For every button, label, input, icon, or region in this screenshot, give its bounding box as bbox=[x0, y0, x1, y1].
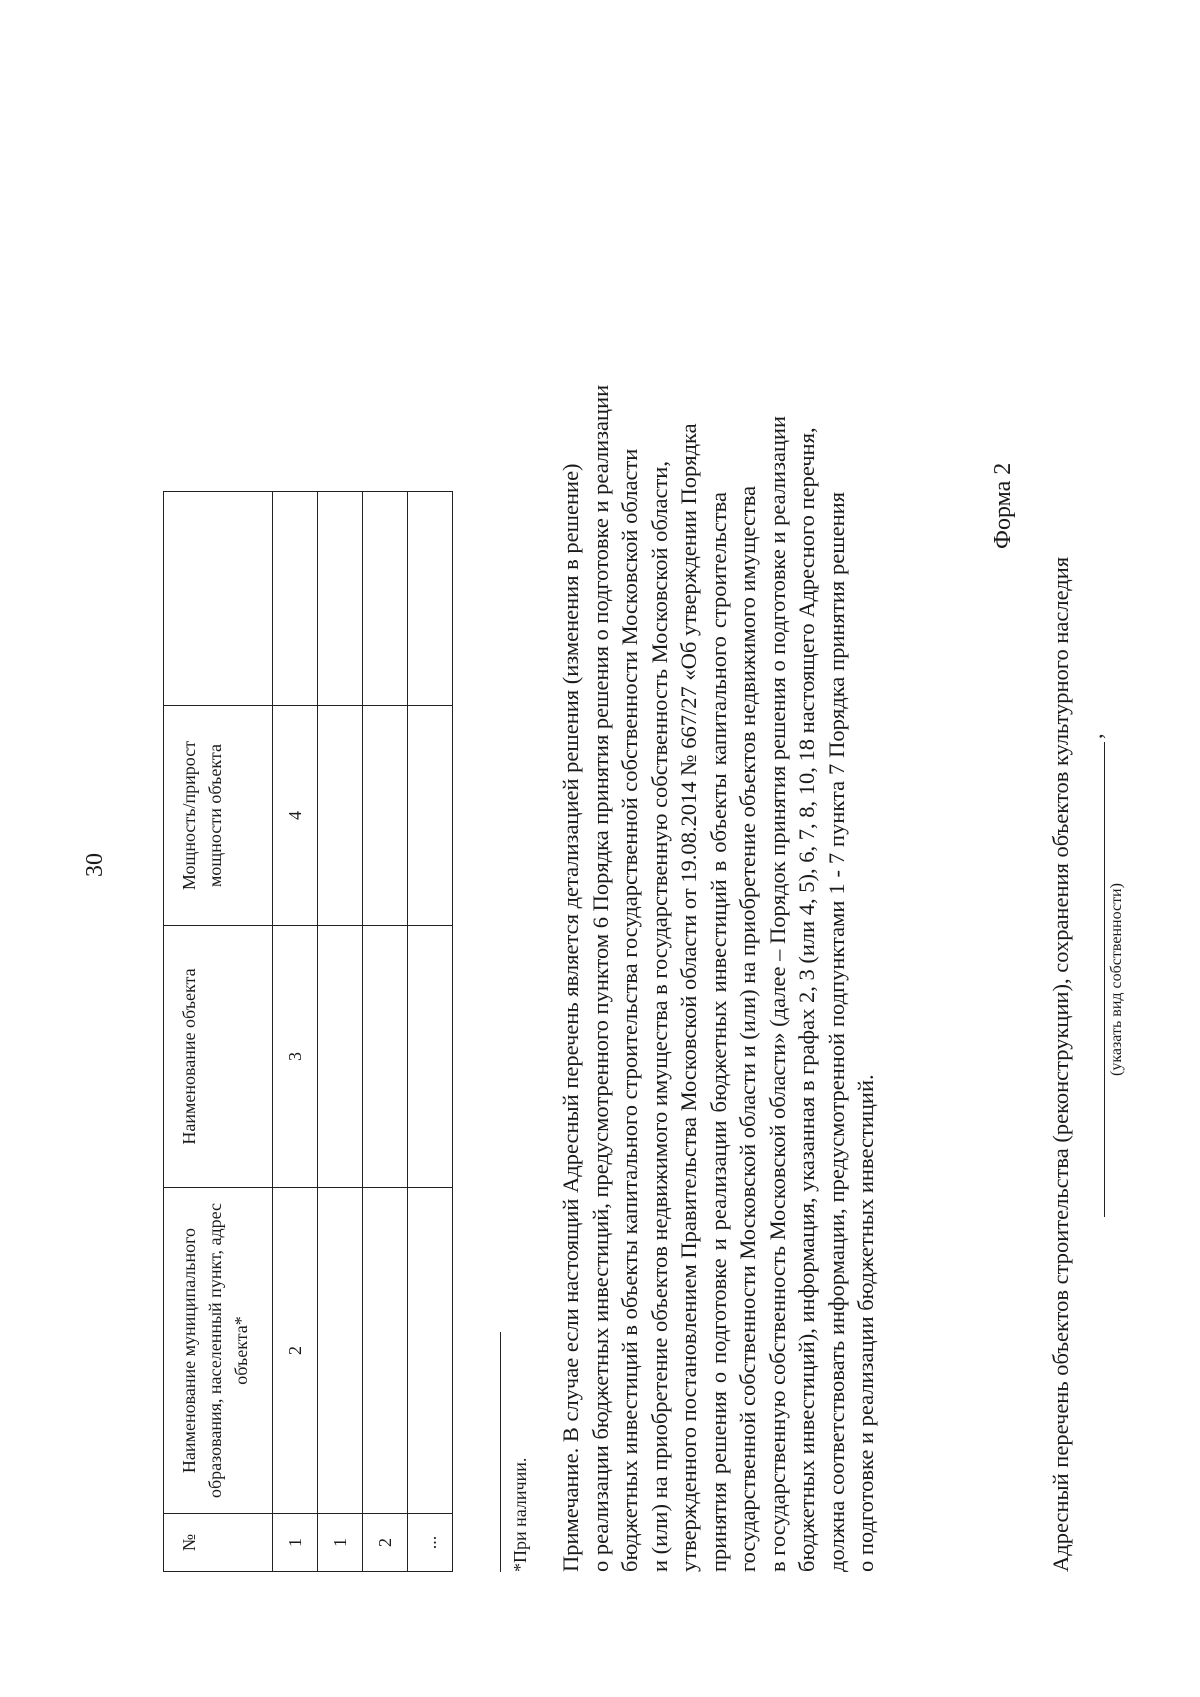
table-header-row bbox=[164, 492, 273, 1572]
table-cell bbox=[273, 492, 318, 706]
footnote-divider bbox=[500, 1332, 501, 1572]
note-line: бюджетных инвестиций в объекты капитального строительства государственной собственности Московской области bbox=[617, 448, 642, 1572]
note-line: принятия решения о подготовке и реализации бюджетных инвестиций в объекты капитального строительства bbox=[705, 492, 731, 1572]
table-cell bbox=[363, 706, 408, 926]
table-cell bbox=[408, 1188, 453, 1514]
table-cell: 1 bbox=[273, 1514, 318, 1572]
table-cell: 1 bbox=[318, 1514, 363, 1572]
note-line: и (или) на приобретение объектов недвижимого имущества в государственную собственность Московской области, bbox=[646, 461, 672, 1572]
note-line: о подготовке и реализации бюджетных инвестиций. bbox=[853, 1074, 878, 1572]
page-number: 30 bbox=[82, 853, 108, 877]
table-cell bbox=[318, 926, 363, 1188]
footnote: *При наличии. bbox=[510, 1457, 530, 1572]
fill-in-hint: (указать вид собственности) bbox=[1108, 883, 1125, 1076]
note-line: Примечание. В случае если настоящий Адресный перечень является детализацией решения (изменения в решение) bbox=[558, 463, 583, 1572]
blank-comma: , bbox=[1082, 733, 1107, 739]
form-title: Адресный перечень объектов строительства (реконструкции), сохранения объектов культурного наследия bbox=[1048, 556, 1073, 1572]
table-cell bbox=[318, 706, 363, 926]
objects-table bbox=[163, 491, 453, 1572]
note-paragraph bbox=[556, 384, 881, 1572]
fill-in-blank-line bbox=[1104, 742, 1105, 1217]
header-empty bbox=[164, 492, 273, 706]
note-line: утвержденного постановлением Правительства Московской области от 19.08.2014 № 667/27 «Об утверждении Порядка bbox=[676, 423, 701, 1572]
header-municipality: Наименование муниципального образования, населенный пункт, адрес объекта* bbox=[164, 1188, 273, 1514]
table-row bbox=[363, 492, 408, 1572]
table-row bbox=[318, 492, 363, 1572]
header-number: № bbox=[164, 1514, 273, 1572]
note-line: в государственную собственность Московской области» (далее – Порядок принятия решения о подготовке и реализации bbox=[764, 415, 790, 1572]
table-cell bbox=[408, 926, 453, 1188]
table-cell bbox=[318, 492, 363, 706]
table-cell: 4 bbox=[273, 706, 318, 926]
table-row bbox=[273, 492, 318, 1572]
table-cell bbox=[408, 706, 453, 926]
note-line: о реализации бюджетных инвестиций, предусмотренного пунктом 6 Порядка принятия решения о подготовке и реализации bbox=[587, 384, 613, 1572]
table-cell: 2 bbox=[363, 1514, 408, 1572]
header-capacity: Мощность/прирост мощности объекта bbox=[164, 706, 273, 926]
form-label: Форма 2 bbox=[990, 462, 1016, 549]
note-line: бюджетных инвестиций), информация, указанная в графах 2, 3 (или 4, 5), 6, 7, 8, 10, 18 настоящего Адресного перечня, bbox=[794, 427, 819, 1572]
table-cell bbox=[363, 926, 408, 1188]
table-cell: ... bbox=[408, 1514, 453, 1572]
table-cell bbox=[318, 1188, 363, 1514]
header-object-name: Наименование объекта bbox=[164, 926, 273, 1188]
table-cell bbox=[363, 1188, 408, 1514]
table-cell bbox=[408, 492, 453, 706]
table-cell bbox=[363, 492, 408, 706]
table-row bbox=[408, 492, 453, 1572]
note-line: должна соответствовать информации, предусмотренной подпунктами 1 - 7 пункта 7 Порядка принятия решения bbox=[823, 492, 849, 1572]
note-line: государственной собственности Московской области и (или) на приобретение объектов недвижимого имущества bbox=[735, 485, 760, 1572]
table-cell: 3 bbox=[273, 926, 318, 1188]
table-cell: 2 bbox=[273, 1188, 318, 1514]
